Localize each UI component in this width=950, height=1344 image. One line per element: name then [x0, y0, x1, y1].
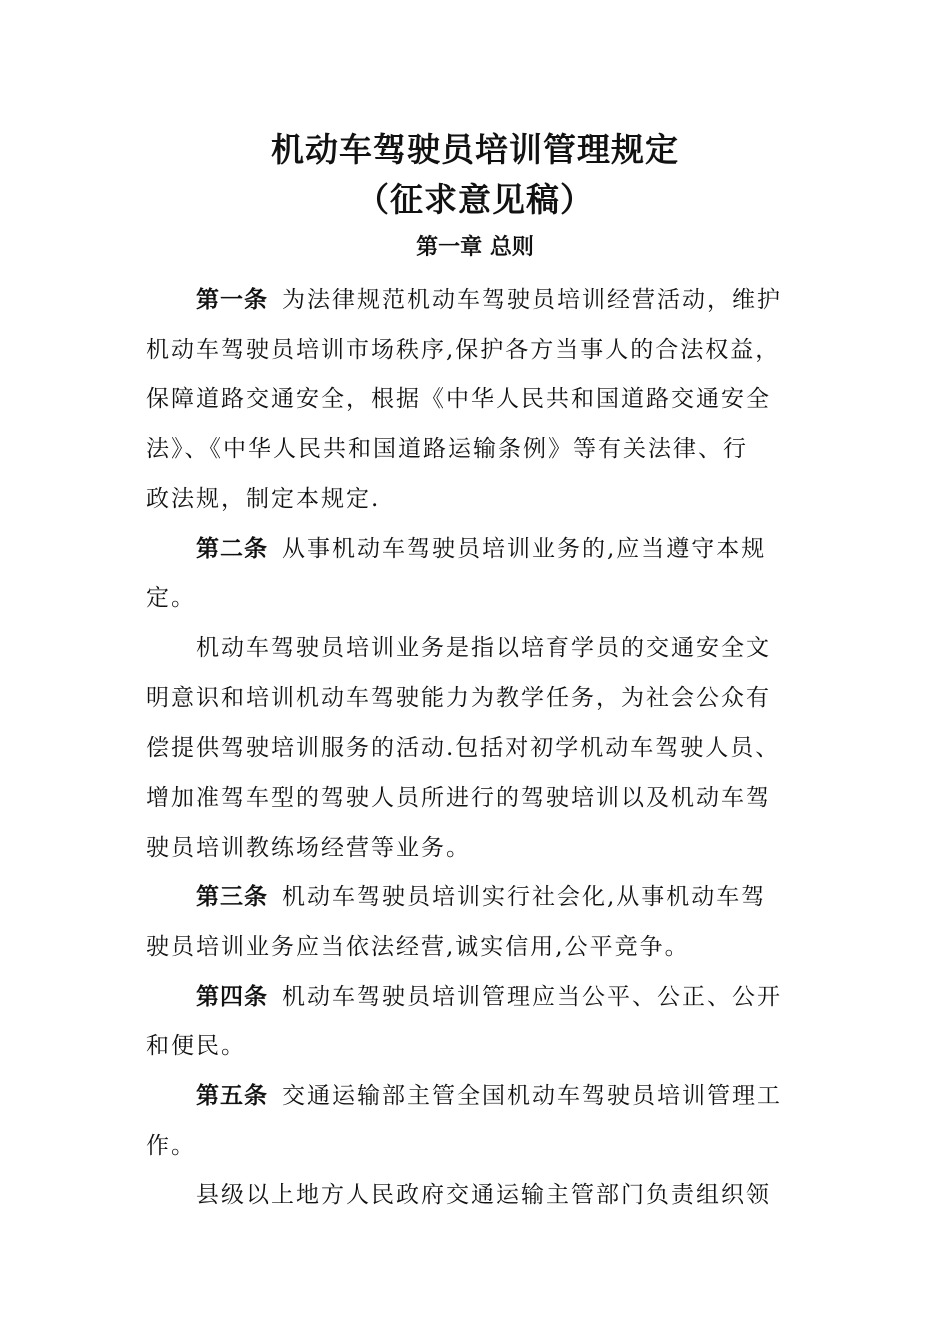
line-text: 县级以上地方人民政府交通运输主管部门负责组织领 — [196, 1182, 771, 1208]
line-text: 明意识和培训机动车驾驶能力为教学任务，为社会公众有 — [146, 685, 771, 711]
article-number: 第五条 — [196, 1083, 268, 1109]
paragraph-line — [146, 780, 771, 816]
paragraph-line — [146, 431, 748, 467]
line-text: 机动车驾驶员培训市场秩序,保护各方当事人的合法权益， — [146, 337, 781, 363]
article-number: 第四条 — [196, 984, 268, 1010]
chapter-heading: 第一章 总则 — [416, 235, 534, 260]
paragraph-line — [196, 1078, 782, 1114]
line-text: 保障道路交通安全，根据《中华人民共和国道路交通安全 — [146, 386, 771, 412]
document-title: 机动车驾驶员培训管理规定 — [271, 130, 679, 169]
paragraph-line — [146, 730, 780, 766]
article-number: 第一条 — [196, 287, 268, 313]
line-text: 定。 — [146, 585, 196, 611]
article-number: 第三条 — [196, 884, 268, 910]
line-text: 作。 — [146, 1133, 196, 1159]
line-text: 和便民。 — [146, 1033, 246, 1059]
line-text: 偿提供驾驶培训服务的活动.包括对初学机动车驾驶人员、 — [146, 735, 781, 761]
paragraph-line — [146, 929, 690, 965]
paragraph-line — [146, 1128, 196, 1164]
paragraph-line — [196, 979, 782, 1015]
paragraph-line — [146, 381, 771, 417]
line-text: 从事机动车驾驶员培训业务的,应当遵守本规 — [282, 536, 767, 562]
line-text: 驶员培训业务应当依法经营,诚实信用,公平竞争。 — [146, 934, 690, 960]
paragraph-line — [146, 580, 196, 616]
line-text: 驶员培训教练场经营等业务。 — [146, 835, 471, 861]
line-text: 增加准驾车型的驾驶人员所进行的驾驶培训以及机动车驾 — [146, 785, 771, 811]
line-text: 机动车驾驶员培训业务是指以培育学员的交通安全文 — [196, 635, 771, 661]
line-text: 交通运输部主管全国机动车驾驶员培训管理工 — [282, 1083, 782, 1109]
paragraph-line — [196, 531, 766, 567]
line-text: 为法律规范机动车驾驶员培训经营活动，维护 — [282, 287, 782, 313]
paragraph-line — [196, 879, 766, 915]
paragraph-line — [146, 830, 471, 866]
line-text: 机动车驾驶员培训管理应当公平、公正、公开 — [282, 984, 782, 1010]
document-subtitle: （征求意见稿） — [356, 180, 594, 219]
paragraph-line — [146, 481, 380, 517]
line-text: 法》、《中华人民共和国道路运输条例》等有关法律、行 — [146, 436, 748, 462]
paragraph-line — [146, 680, 771, 716]
paragraph-line — [146, 1028, 246, 1064]
paragraph-line — [196, 1177, 771, 1213]
paragraph-line — [196, 630, 771, 666]
paragraph-line — [146, 332, 780, 368]
line-text: 机动车驾驶员培训实行社会化,从事机动车驾 — [282, 884, 767, 910]
article-number: 第二条 — [196, 536, 268, 562]
line-text: 政法规，制定本规定. — [146, 486, 381, 512]
paragraph-line — [196, 282, 782, 318]
